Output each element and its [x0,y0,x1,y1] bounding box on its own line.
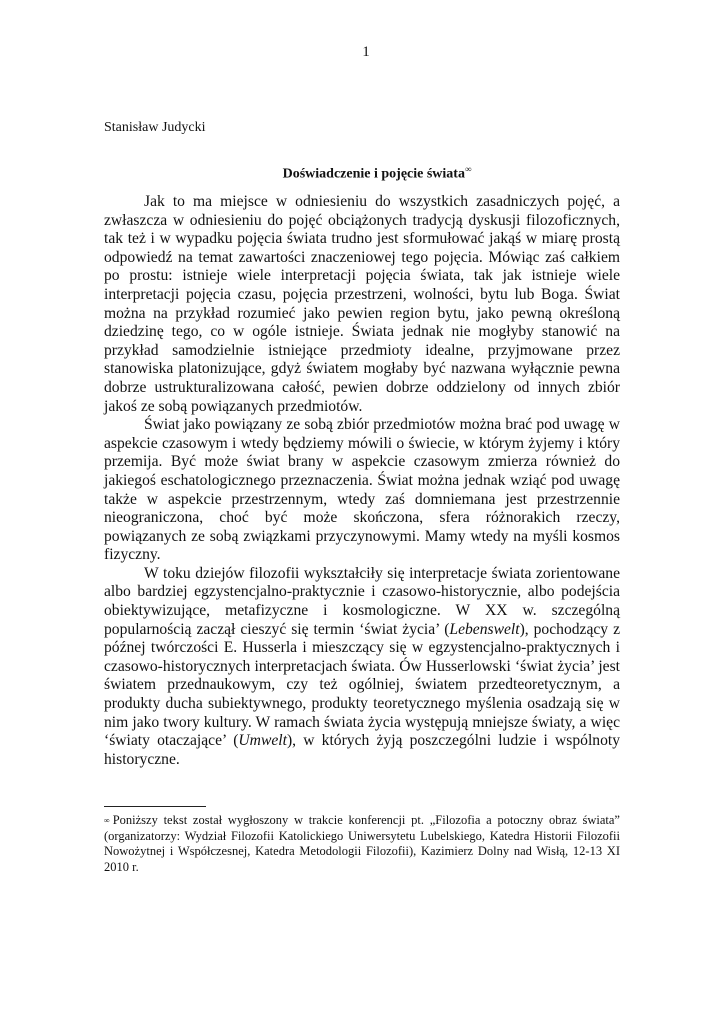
footnote-divider [104,806,206,807]
paragraph-2: Świat jako powiązany ze sobą zbiór przedmiotów można brać pod uwagę w aspekcie czasowym i wtedy będziemy mówili o świecie, w którym żyjemy i który przemija. Być może świat brany w aspekcie czasowym zmierza również do jakiegoś eschatologicznego przeznaczenia. Świat można jednak wziąć pod uwagę także w aspekcie przestrzennym, wtedy zaś domniemana jest przestrzennie nieograniczona, choć być może skończona, sfera różnorakich rzeczy, powiązanych ze sobą związkami przyczynowymi. Mamy wtedy na myśli kosmos fizyczny. [104,416,620,564]
footnote [104,813,620,875]
paragraph-3-part-3: ), w których żyją poszczególni ludzie i wspólnoty historyczne. [104,732,620,768]
author-name: Stanisław Judycki [104,120,206,135]
paragraph-3-part-2: ), pochodzący z późnej twórczości E. Husserla i mieszczący się w egzystencjalno-praktycznych i czasowo-historycznych interpretacjach świata. Ów Husserlowski ‘świat życia’ jest światem przednaukowym, czy też ogólniej, światem przedteoretycznym, a produkty ducha subiektywnego, produkty teoretycznego myślenia osadzają się w nim jako twory kultury. W ramach świata życia występują mniejsze światy, a więc ‘światy otaczające’ ( [104,620,620,750]
title-footnote-marker: ∞ [464,164,472,174]
footnote-marker: ∞ [104,816,110,825]
article-body [104,193,620,769]
term-lebenswelt: Lebenswelt [449,620,520,638]
footnote-text: Poniższy tekst został wygłoszony w trakcie konferencji pt. „Filozofia a potoczny obraz świata” (organizatorzy: Wydział Filozofii Katolickiego Uniwersytetu Lubelskiego, Katedra Historii Filozofii Nowożytnej i Współczesnej, Katedra Metodologii Filozofii), Kazimierz Dolny nad Wisłą, 12-13 XI 2010 r. [104,813,620,874]
article-title [0,164,724,183]
paragraph-3-part-1: W toku dziejów filozofii wykształciły się interpretacje świata zorientowane albo bardziej egzystencjalno-praktycznie i czasowo-historycznie, albo podejścia obiektywizujące, metafizyczne i kosmologiczne. W XX w. szczególną popularnością zaczął cieszyć się termin ‘świat życia’ ( [104,564,620,638]
paragraph-3 [104,565,620,770]
page-number: 1 [362,44,370,60]
paragraph-1: Jak to ma miejsce w odniesieniu do wszystkich zasadniczych pojęć, a zwłaszcza w odniesieniu do pojęć obciążonych tradycją dyskusji filozoficznych, tak też i w wypadku pojęcia świata trudno jest sformułować jakąś w miarę prostą odpowiedź na temat zawartości znaczeniowej tego pojęcia. Mówiąc zaś całkiem po prostu: istnieje wiele interpretacji pojęcia świata, tak jak istnieje wiele interpretacji pojęcia czasu, pojęcia przestrzeni, wolności, bytu lub Boga. Świat można na przykład rozumieć jako pewien region bytu, jako pewną określoną dziedzinę tego, co w ogóle istnieje. Świata jednak nie mogłyby stanowić na przykład samodzielnie istniejące przedmioty idealne, przyjmowane przez stanowiska platonizujące, gdyż światem mogłaby być nazwana wyłącznie pewna dobrze ustrukturalizowana całość, pewien dobrze oddzielony od innych zbiór jakoś ze sobą powiązanych przedmiotów. [104,193,620,415]
title-text: Doświadczenie i pojęcie świata [282,166,465,182]
term-umwelt: Umwelt [238,732,287,750]
